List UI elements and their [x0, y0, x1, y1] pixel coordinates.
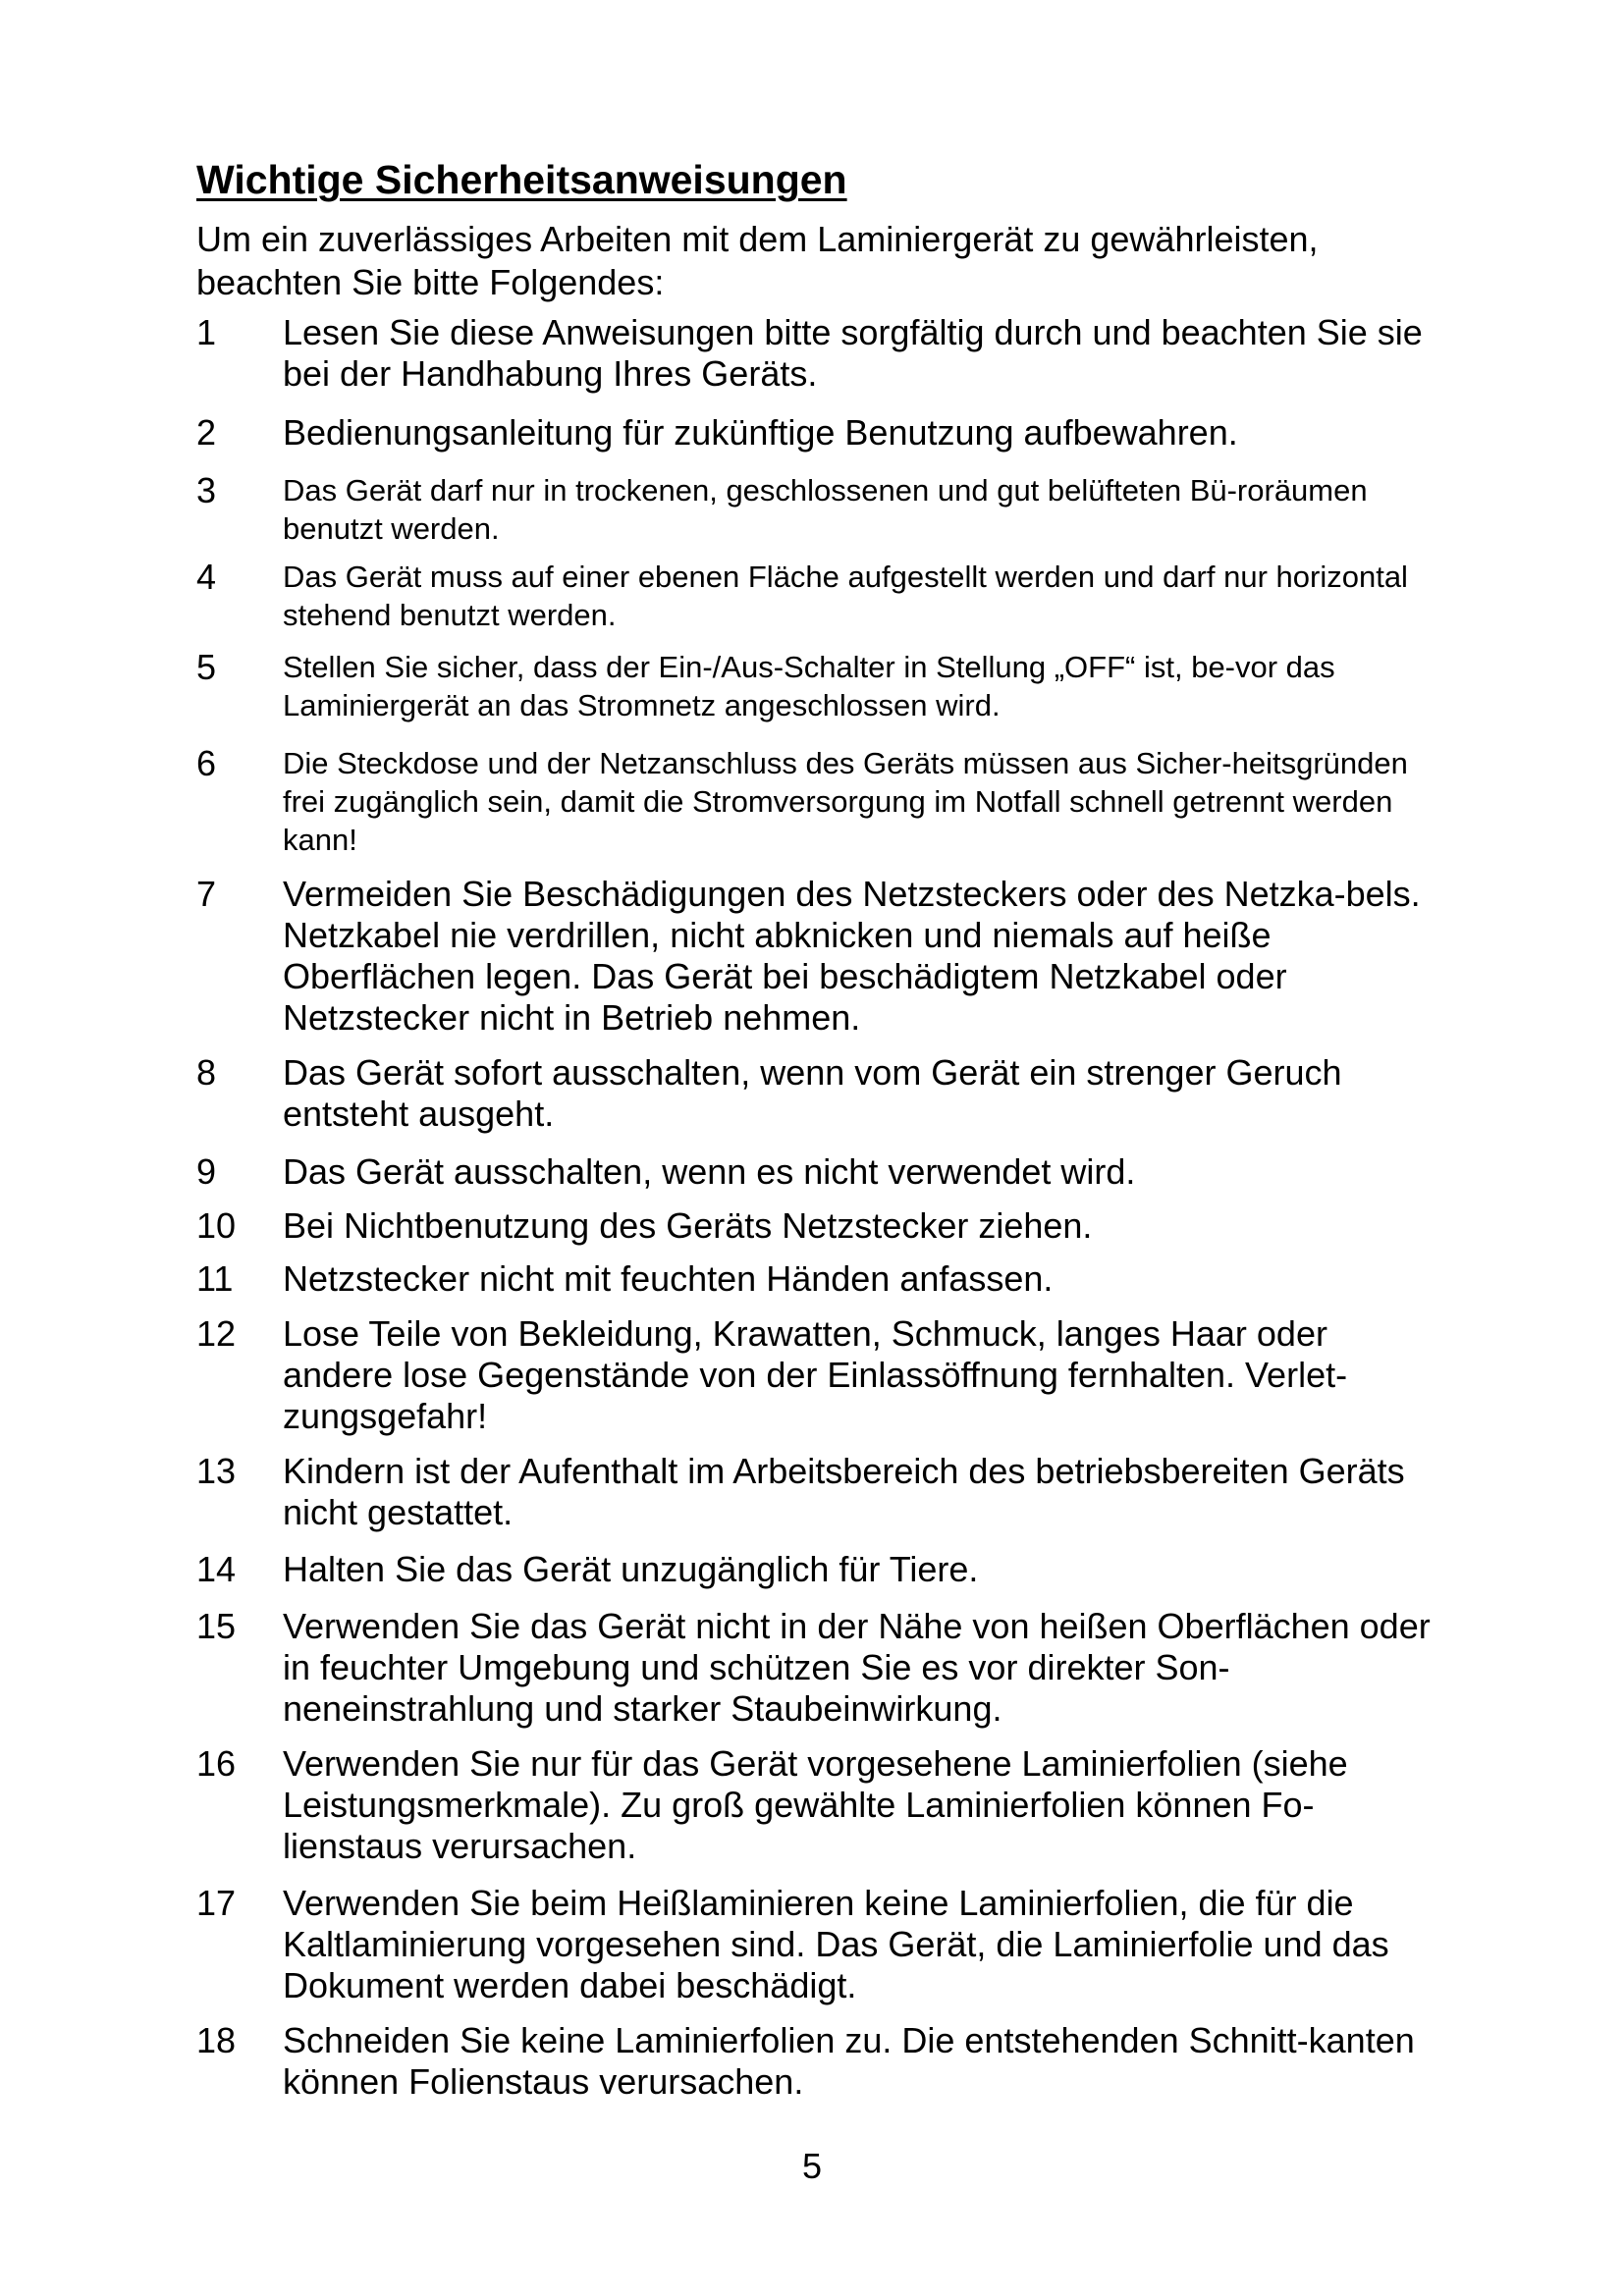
- item-number: 18: [196, 2020, 237, 2060]
- item-number: 9: [196, 1151, 217, 1192]
- item-text: Verwenden Sie nur für das Gerät vorgesehene Laminierfolien (siehe Leistungsmerkmale). Zu groß gewählte Laminierfolien können Fo-lienstaus verursachen.: [283, 1743, 1348, 1866]
- item-number: 16: [196, 1743, 237, 1784]
- item-number: 8: [196, 1052, 217, 1093]
- page-number: 5: [801, 2146, 823, 2186]
- item-text: Bedienungsanleitung für zukünftige Benutzung aufbewahren.: [283, 412, 1238, 453]
- item-text: Netzstecker nicht mit feuchten Händen anfassen.: [283, 1258, 1054, 1299]
- item-text: Verwenden Sie beim Heißlaminieren keine Laminierfolien, die für die Kaltlaminierung vorgesehen sind. Das Gerät, die Laminierfolie und das Dokument werden dabei beschädigt.: [283, 1883, 1389, 2005]
- item-number: 17: [196, 1883, 237, 1923]
- item-number: 7: [196, 874, 217, 914]
- item-text: Vermeiden Sie Beschädigungen des Netzsteckers oder des Netzka-bels. Netzkabel nie verdrillen, nicht abknicken und niemals auf heiße Oberflächen legen. Das Gerät bei beschädigtem Netzkabel oder Netzstecker nicht in Betrieb nehmen.: [283, 874, 1421, 1038]
- item-number: 3: [196, 470, 217, 510]
- item-number: 11: [196, 1258, 234, 1299]
- item-text: Bei Nichtbenutzung des Geräts Netzstecker ziehen.: [283, 1205, 1093, 1246]
- item-number: 15: [196, 1606, 237, 1646]
- item-number: 2: [196, 412, 217, 453]
- item-text: Das Gerät darf nur in trockenen, geschlossenen und gut belüfteten Bü-roräumen benutzt werden.: [283, 473, 1368, 546]
- item-text: Das Gerät ausschalten, wenn es nicht verwendet wird.: [283, 1151, 1136, 1192]
- item-text: Kindern ist der Aufenthalt im Arbeitsbereich des betriebsbereiten Geräts nicht gestattet.: [283, 1451, 1405, 1532]
- item-number: 1: [196, 312, 217, 352]
- item-number: 13: [196, 1451, 237, 1491]
- item-text: Die Steckdose und der Netzanschluss des Geräts müssen aus Sicher-heitsgründen frei zugänglich sein, damit die Stromversorgung im Notfall schnell getrennt werden kann!: [283, 746, 1408, 857]
- item-text: Halten Sie das Gerät unzugänglich für Tiere.: [283, 1549, 979, 1589]
- page-title: Wichtige Sicherheitsanweisungen: [196, 157, 847, 202]
- item-number: 14: [196, 1549, 237, 1589]
- item-text: Schneiden Sie keine Laminierfolien zu. Die entstehenden Schnitt-kanten können Folienstaus verursachen.: [283, 2020, 1415, 2102]
- item-number: 4: [196, 557, 217, 597]
- item-number: 10: [196, 1205, 237, 1246]
- item-text: Stellen Sie sicher, dass der Ein-/Aus-Schalter in Stellung „OFF“ ist, be-vor das Laminiergerät an das Stromnetz angeschlossen wird.: [283, 650, 1335, 722]
- item-text: Das Gerät muss auf einer ebenen Fläche aufgestellt werden und darf nur horizontal stehend benutzt werden.: [283, 560, 1408, 632]
- item-text: Das Gerät sofort ausschalten, wenn vom Gerät ein strenger Geruch entsteht ausgeht.: [283, 1052, 1342, 1134]
- item-number: 6: [196, 743, 217, 783]
- item-text: Lesen Sie diese Anweisungen bitte sorgfältig durch und beachten Sie sie bei der Handhabung Ihres Geräts.: [283, 312, 1423, 394]
- item-number: 12: [196, 1313, 237, 1354]
- item-text: Verwenden Sie das Gerät nicht in der Nähe von heißen Oberflächen oder in feuchter Umgebung und schützen Sie es vor direkter Son-neneinstrahlung und starker Staubeinwirkung.: [283, 1606, 1431, 1729]
- intro-paragraph: Um ein zuverlässiges Arbeiten mit dem Laminiergerät zu gewährleisten, beachten Sie bitte Folgendes:: [196, 219, 1319, 302]
- item-number: 5: [196, 647, 217, 687]
- item-text: Lose Teile von Bekleidung, Krawatten, Schmuck, langes Haar oder andere lose Gegenstände von der Einlassöffnung fernhalten. Verlet-zungsgefahr!: [283, 1313, 1348, 1436]
